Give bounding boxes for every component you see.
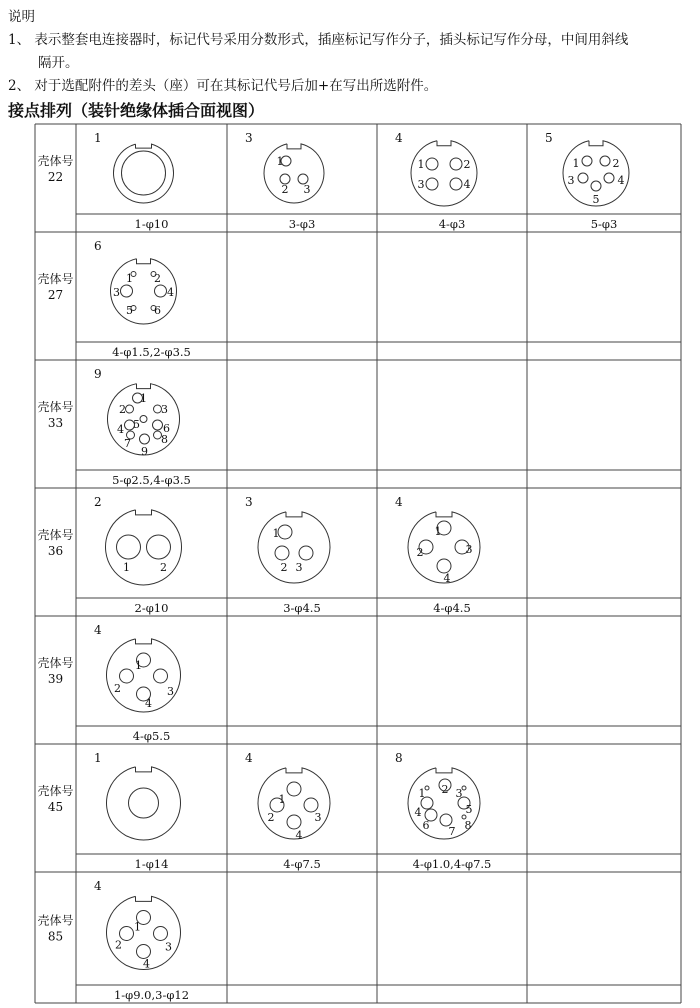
pin-number: 2 <box>160 561 167 574</box>
pin-number: 1 <box>272 527 280 540</box>
pin-number: 8 <box>464 819 472 832</box>
pin-number: 3 <box>465 543 473 556</box>
pin-number: 3 <box>567 174 575 187</box>
contact-spec-label: 4-φ3 <box>438 217 466 231</box>
contact-count-tag: 4 <box>395 131 403 145</box>
pin-number: 7 <box>124 437 131 450</box>
pin-number: 4 <box>617 174 625 187</box>
contact-pin <box>154 669 168 683</box>
pin-number: 4 <box>145 697 152 710</box>
pin-number: 2 <box>114 682 121 695</box>
connector-cell <box>395 131 477 231</box>
contact-pin <box>426 178 438 190</box>
pin-number: 5 <box>465 803 473 816</box>
shell-label: 壳体号 <box>37 913 74 928</box>
contact-spec-label: 4-φ1.0,4-φ7.5 <box>412 857 492 871</box>
contact-pin <box>137 945 151 959</box>
contact-spec-label: 1-φ10 <box>134 217 169 231</box>
contact-count-tag: 4 <box>245 751 253 765</box>
contact-spec-label: 3-φ3 <box>288 217 316 231</box>
contact-pin <box>153 420 163 430</box>
pin-number: 5 <box>126 304 133 317</box>
note-text: 对于选配附件的差头（座）可在其标记代号后加+在写出所选附件。 <box>34 78 438 94</box>
pin-number: 2 <box>267 811 275 824</box>
shell-number: 85 <box>47 929 64 944</box>
pin-number: 1 <box>126 272 133 285</box>
pin-number: 3 <box>113 286 120 299</box>
contact-spec-label: 4-φ7.5 <box>283 857 321 871</box>
contact-pin <box>122 151 166 195</box>
pin-number: 4 <box>463 178 471 191</box>
contact-count-tag: 5 <box>545 131 553 145</box>
contact-pin <box>462 786 466 790</box>
contact-pin <box>421 797 433 809</box>
contact-spec-label: 1-φ14 <box>134 857 169 871</box>
shell-row-85 <box>37 879 189 1002</box>
contact-pin <box>154 927 168 941</box>
pin-number: 6 <box>154 304 161 317</box>
contact-count-tag: 4 <box>395 495 403 509</box>
contact-pin <box>425 786 429 790</box>
connector-cell <box>545 131 629 231</box>
pin-number: 5 <box>133 418 140 431</box>
pin-number: 3 <box>417 178 425 191</box>
contact-pin <box>155 285 167 297</box>
contact-pin <box>426 158 438 170</box>
note-text: 表示整套电连接器时，标记代号采用分数形式，插座标记写作分子，插头标记写作分母，中间用斜线 <box>34 32 629 48</box>
connector-cell <box>245 495 330 615</box>
pin-number: 1 <box>135 659 142 672</box>
pin-number: 6 <box>422 819 430 832</box>
pin-number: 3 <box>161 403 168 416</box>
contact-count-tag: 1 <box>94 131 102 145</box>
pin-number: 5 <box>592 193 600 206</box>
pin-number: 8 <box>161 433 168 446</box>
contact-pin <box>600 156 610 166</box>
connector-cell <box>94 495 182 615</box>
notes-heading: 说明 <box>8 9 35 25</box>
pin-number: 4 <box>167 286 174 299</box>
pin-number: 4 <box>414 806 422 819</box>
pin-number: 1 <box>417 158 425 171</box>
pin-number: 3 <box>455 787 463 800</box>
contact-pin <box>450 178 462 190</box>
contact-count-tag: 3 <box>245 495 253 509</box>
shell-label: 壳体号 <box>37 528 74 542</box>
connector-cell <box>94 239 191 359</box>
contact-spec-label: 3-φ4.5 <box>283 601 321 615</box>
connector-outline <box>106 767 180 840</box>
shell-label: 壳体号 <box>37 272 74 286</box>
section-title: 接点排列（装针绝缘体插合面视图） <box>8 101 265 120</box>
pin-number: 9 <box>141 445 148 458</box>
shell-number: 33 <box>47 416 64 430</box>
contact-spec-label: 4-φ5.5 <box>132 729 171 743</box>
shell-label: 壳体号 <box>37 400 74 414</box>
contact-spec-label: 4-φ4.5 <box>433 601 471 615</box>
pin-number: 1 <box>134 920 141 934</box>
pin-number: 1 <box>140 392 147 405</box>
pin-number: 2 <box>154 272 161 285</box>
pin-number: 4 <box>295 829 303 842</box>
contact-pin <box>299 546 313 560</box>
contact-spec-label: 1-φ9.0,3-φ12 <box>113 988 190 1002</box>
contact-pin <box>117 535 141 559</box>
contact-count-tag: 6 <box>94 239 102 253</box>
shell-number: 39 <box>47 672 64 686</box>
pin-number: 1 <box>278 793 286 806</box>
shell-row-33 <box>37 367 190 487</box>
contact-count-tag: 1 <box>94 751 102 765</box>
contact-pin <box>126 405 134 413</box>
contact-pin <box>129 788 159 818</box>
connector-cell <box>245 751 330 871</box>
contact-spec-label: 5-φ2.5,4-φ3.5 <box>112 473 191 487</box>
shell-label: 壳体号 <box>37 784 74 798</box>
pin-number: 4 <box>443 572 451 585</box>
pin-number: 1 <box>434 525 442 538</box>
connector-cell <box>94 879 189 1002</box>
contact-pin <box>278 525 292 539</box>
pin-number: 2 <box>441 783 449 796</box>
contact-pin <box>140 434 150 444</box>
contact-pin <box>120 669 134 683</box>
connector-outline <box>411 141 477 206</box>
shell-label: 壳体号 <box>37 154 74 168</box>
contact-pin <box>147 535 171 559</box>
pin-number: 3 <box>303 183 311 196</box>
pin-number: 7 <box>448 825 456 838</box>
shell-row-45 <box>37 751 491 871</box>
pin-number: 4 <box>143 957 150 971</box>
contact-pin <box>287 815 301 829</box>
shell-row-22 <box>37 131 629 231</box>
contact-pin <box>275 546 289 560</box>
pin-number: 2 <box>416 546 424 559</box>
shell-number: 45 <box>47 800 64 814</box>
shell-number: 27 <box>47 288 64 302</box>
connector-outline <box>258 768 330 839</box>
contact-pin <box>437 559 451 573</box>
shell-number: 22 <box>47 170 64 184</box>
pin-number: 1 <box>276 155 284 168</box>
contact-spec-label: 2-φ10 <box>134 601 169 615</box>
contact-pin <box>304 798 318 812</box>
contact-count-tag: 2 <box>94 495 102 509</box>
pin-number: 2 <box>463 158 471 171</box>
pin-number: 1 <box>123 561 130 574</box>
contact-count-tag: 4 <box>94 623 102 637</box>
contact-pin <box>582 156 592 166</box>
connector-cell <box>94 751 181 871</box>
pin-number: 3 <box>314 811 322 824</box>
pin-number: 2 <box>281 183 289 196</box>
contact-count-tag: 9 <box>94 367 102 381</box>
connector-outline <box>114 144 174 203</box>
pin-number: 1 <box>418 787 426 800</box>
note-number: 2、 <box>8 78 31 94</box>
pin-number: 1 <box>572 157 580 170</box>
contact-pin <box>604 173 614 183</box>
shell-row-27 <box>37 239 190 359</box>
pin-number: 2 <box>612 157 620 170</box>
contact-pin <box>591 181 601 191</box>
pin-number: 6 <box>163 422 170 435</box>
connector-outline <box>258 512 330 583</box>
pin-number: 3 <box>295 561 303 574</box>
connector-cell <box>395 495 480 615</box>
contact-pin <box>578 173 588 183</box>
connector-cell <box>94 623 181 743</box>
contact-pin <box>140 416 147 423</box>
shell-label: 壳体号 <box>37 656 74 670</box>
pin-number: 2 <box>115 938 122 952</box>
contact-count-tag: 8 <box>395 751 403 765</box>
pin-number: 3 <box>165 940 172 954</box>
note-text-continued: 隔开。 <box>38 55 79 71</box>
connector-cell <box>245 131 324 231</box>
contact-pin <box>450 158 462 170</box>
contact-spec-label: 4-φ1.5,2-φ3.5 <box>112 345 191 359</box>
shell-row-36 <box>37 495 480 615</box>
connector-cell <box>395 751 491 871</box>
pin-number: 4 <box>117 423 124 436</box>
connector-cell <box>94 367 191 487</box>
connector-cell <box>94 131 174 231</box>
contact-count-tag: 4 <box>94 879 102 893</box>
shell-number: 36 <box>47 544 64 558</box>
contact-pin <box>121 285 133 297</box>
contact-count-tag: 3 <box>245 131 253 145</box>
connector-outline <box>264 144 324 203</box>
pin-number: 2 <box>280 561 288 574</box>
pin-number: 3 <box>167 685 174 698</box>
note-number: 1、 <box>8 32 31 48</box>
contact-pin <box>287 782 301 796</box>
shell-row-39 <box>37 623 180 743</box>
contact-spec-label: 5-φ3 <box>590 217 618 231</box>
pin-number: 2 <box>119 403 126 416</box>
